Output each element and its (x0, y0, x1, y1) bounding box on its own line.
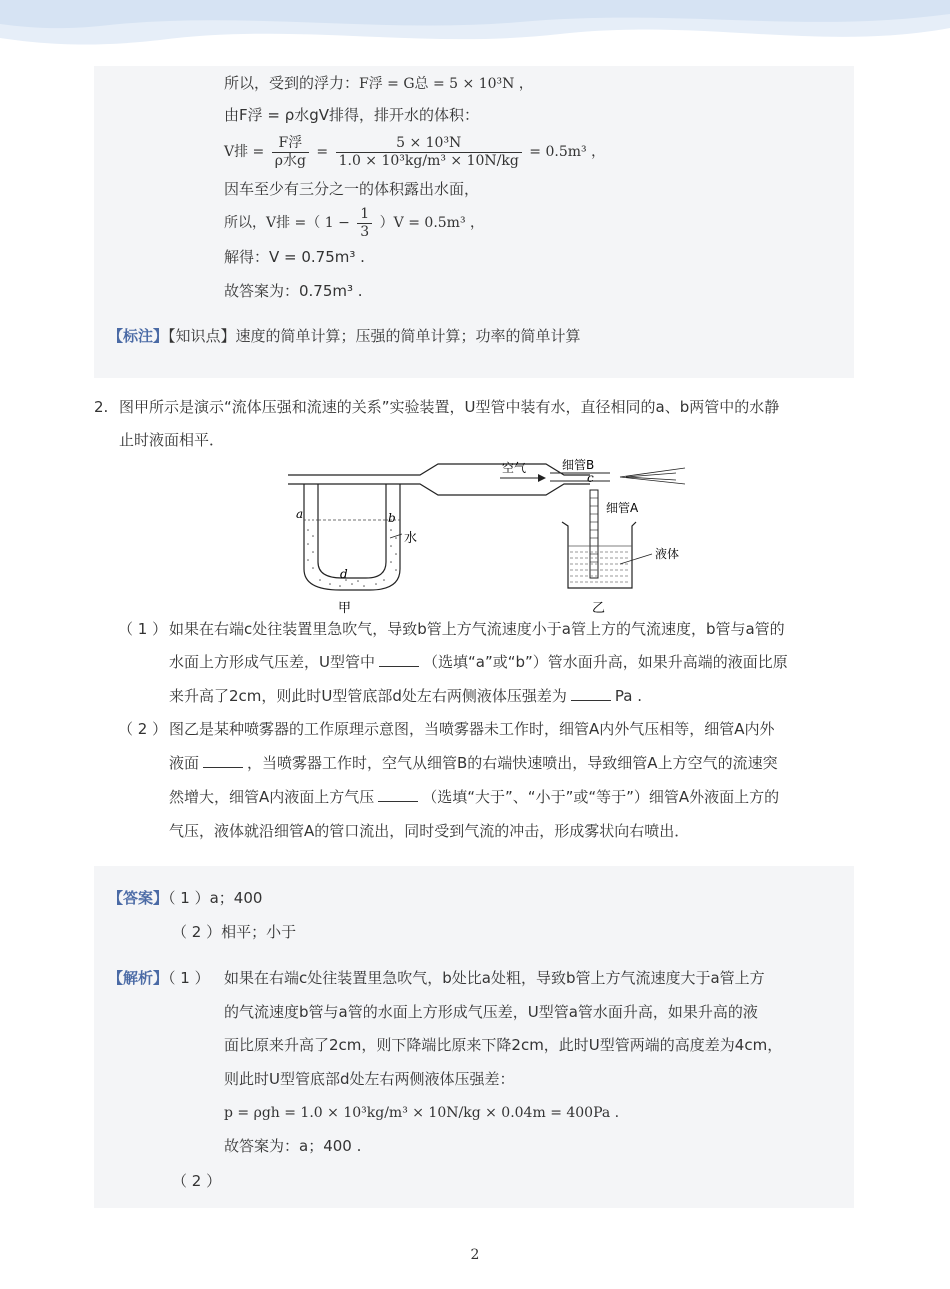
label-c: c (587, 471, 594, 485)
label-a: a (296, 507, 304, 521)
analysis-formula: p = ρgh = 1.0 × 10³kg/m³ × 10N/kg × 0.04m = 400Pa . (224, 1105, 620, 1121)
answer-line1: 【答案】（ 1 ）a；400 (108, 889, 263, 907)
solution-line-answer: 故答案为：0.75m³ . (224, 282, 363, 300)
question-stem-line2: 止时液面相平． (119, 431, 225, 449)
label-tube-b: 细管B (562, 458, 595, 472)
analysis-text2: 的气流速度b管与a管的水面上方形成气压差，U型管a管水面升高，如果升高的液 (224, 1003, 758, 1021)
label-tube-a: 细管A (606, 501, 639, 515)
solution-line-condition: 因车至少有三分之一的体积露出水面， (224, 180, 480, 198)
label-air: 空气 (502, 461, 527, 475)
blank-2[interactable] (571, 686, 611, 701)
spray-lines (620, 468, 685, 484)
analysis-part2-label: （ 2 ） (172, 1172, 222, 1190)
answer-tag: 【答案】 (108, 889, 169, 907)
label-b: b (388, 511, 396, 525)
solution-line-displaced: 由F浮 = ρ水gV排得，排开水的体积： (224, 106, 480, 124)
label-d: d (340, 567, 348, 581)
liquid-lines (570, 552, 630, 582)
page-number: 2 (470, 1247, 480, 1263)
part1-line1: 如果在右端c处往装置里急吹气，导致b管上方气流速度小于a管上方的气流速度，b管与a管的 (169, 620, 785, 638)
knowledge-note: 【标注】【知识点】速度的简单计算；压强的简单计算；功率的简单计算 (108, 327, 581, 345)
beaker (562, 522, 636, 588)
blank-3[interactable] (203, 753, 243, 768)
part2-line1: 图乙是某种喷雾器的工作原理示意图，当喷雾器未工作时，细管A内外气压相等，细管A内外 (169, 720, 775, 738)
analysis-text6: 故答案为：a；400 . (224, 1137, 362, 1155)
question-number: 2. (94, 398, 109, 416)
solution-line-equation: 所以，V排 =（ 1 − $\frac{1}{3}$ ）V = 0.5m³ ， (224, 205, 485, 240)
label-water: 水 (404, 531, 418, 546)
part1-line3: 来升高了2cm，则此时U型管底部d处左右两侧液体压强差为 Pa . (169, 687, 643, 705)
label-yi: 乙 (592, 601, 606, 616)
analysis-text3: 面比原来升高了2cm，则下降端比原来下降2cm，此时U型管两端的高度差为4cm， (224, 1036, 783, 1054)
experiment-figure (280, 454, 700, 620)
solution-line-buoyancy: 所以，受到的浮力：F浮 = G总 = 5 × 10³N ， (224, 74, 533, 92)
analysis-text4: 则此时U型管底部d处左右两侧液体压强差： (224, 1070, 515, 1088)
tube-a (590, 490, 598, 578)
part2-line2: 液面 ，当喷雾器工作时，空气从细管B的右端快速喷出，导致细管A上方空气的流速突 (169, 754, 778, 772)
part2-label: （ 2 ） (118, 720, 168, 738)
analysis-tag: 【解析】 (108, 969, 169, 987)
air-arrow-head (538, 474, 546, 482)
label-jia: 甲 (338, 601, 352, 616)
question-stem-line1: 图甲所示是演示“流体压强和流速的关系”实验装置，U型管中装有水，直径相同的a、b两管中的水静 (119, 398, 780, 416)
answer-line2: （ 2 ）相平；小于 (172, 923, 297, 941)
solution-line-result: 解得：V = 0.75m³ . (224, 248, 365, 266)
analysis-text1: 如果在右端c处往装置里急吹气，b处比a处粗，导致b管上方气流速度大于a管上方 (224, 969, 765, 987)
note-tag: 【标注】 (108, 327, 169, 345)
label-liquid: 液体 (655, 547, 680, 561)
solution-volume-formula: V排 = $\frac{\text{F浮}}{\text{ρ水g}}$ = $\frac{\text{5 × 10³N}}{\text{1.0 × 10³kg/m³ × 10N/kg}}$ = 0.5m³ ， (224, 134, 606, 169)
blank-1[interactable] (379, 652, 419, 667)
part1-line2: 水面上方形成气压差，U型管中 （选填“a”或“b”）管水面升高，如果升高端的液面比原 (169, 653, 788, 671)
analysis-line1: 【解析】（ 1 ） (108, 969, 210, 987)
blank-4[interactable] (378, 787, 418, 802)
part2-line3: 然增大，细管A内液面上方气压 （选填“大于”、“小于”或“等于”）细管A外液面上方的 (169, 788, 780, 806)
header-wave-decoration (0, 0, 950, 70)
part2-line4: 气压，液体就沿细管A的管口流出，同时受到气流的冲击，形成雾状向右喷出． (169, 822, 690, 840)
figure-jia-apparatus (288, 464, 590, 590)
part1-label: （ 1 ） (118, 620, 168, 638)
